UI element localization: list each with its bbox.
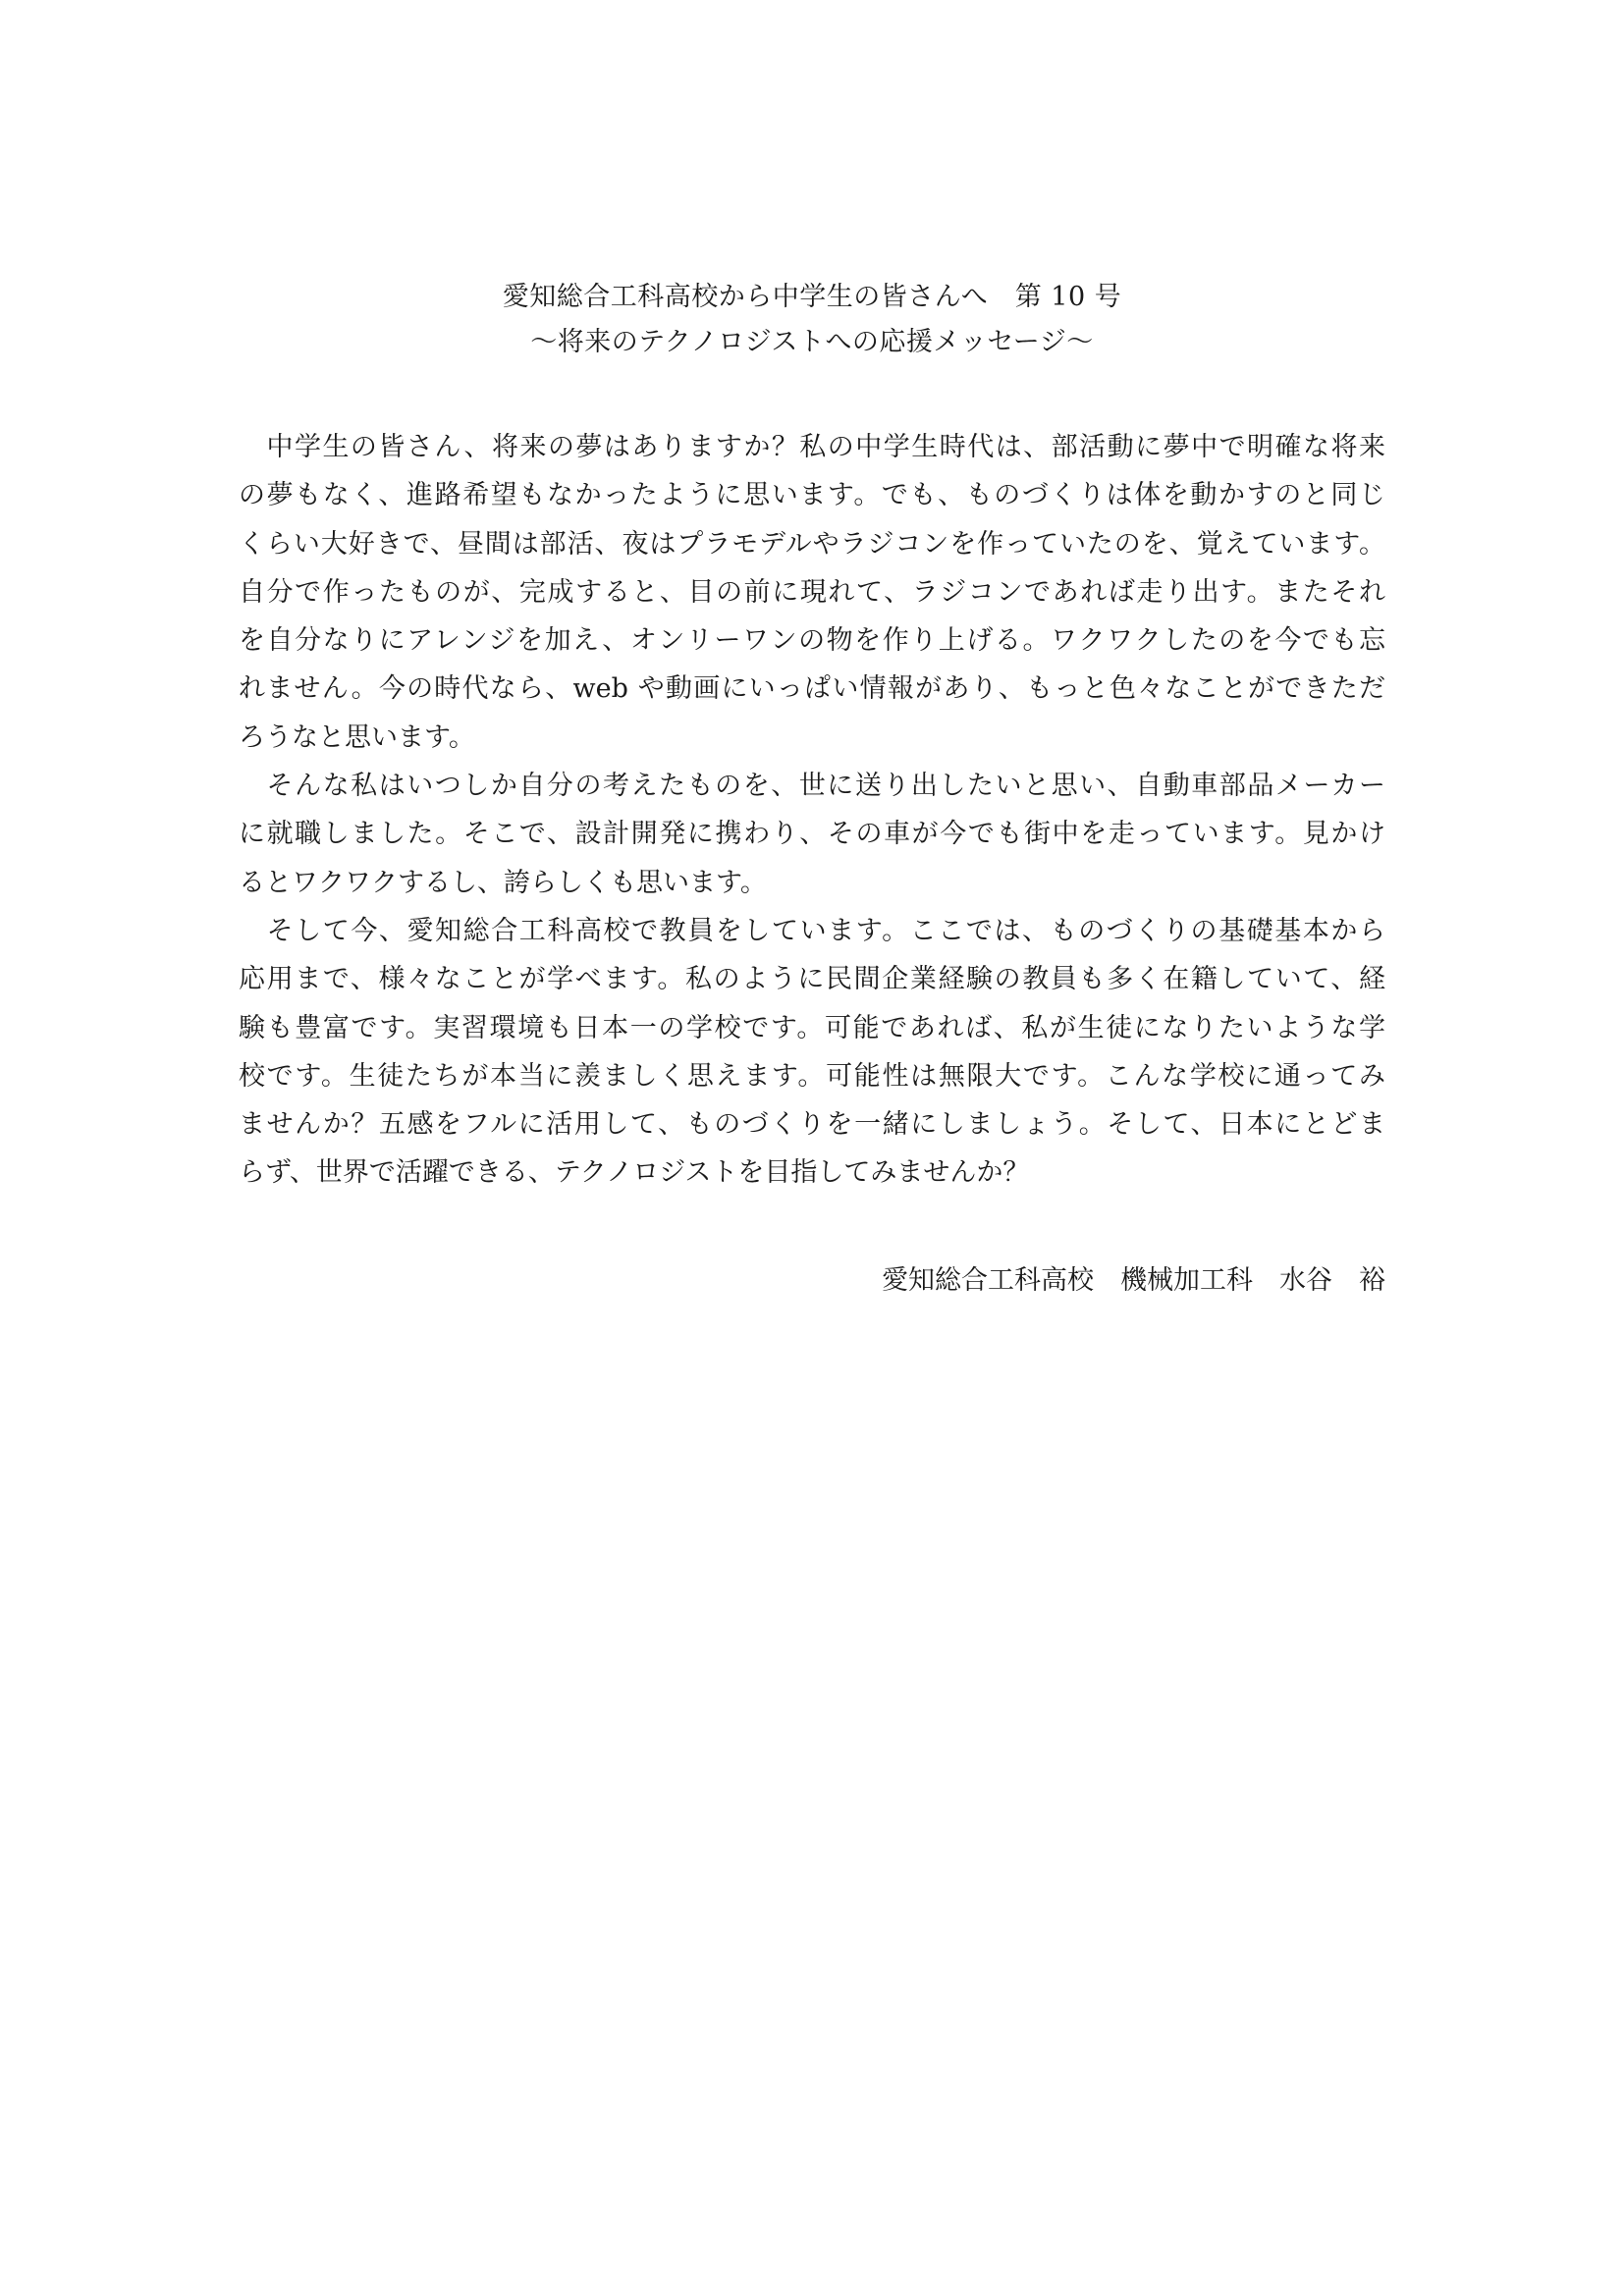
message-body [239, 423, 1385, 1198]
text-line: れません。今の時代なら、web や動画にいっぱい情報があり、もっと色々なことができただ [239, 673, 1385, 705]
author-signature: 愛知総合工科高校 機械加工科 水谷 裕 [882, 1265, 1385, 1296]
document-subtitle: ～将来のテクノロジストへの応援メッセージ～ [530, 327, 1094, 357]
text-line: ろうなと思います。 [239, 721, 475, 753]
text-line: 応用まで、様々なことが学べます。私のように民間企業経験の教員も多く在籍していて、経 [239, 964, 1385, 995]
text-line: 自分で作ったものが、完成すると、目の前に現れて、ラジコンであれば走り出す。またそれ [239, 576, 1385, 608]
document-header [239, 275, 1385, 365]
text-line: 中学生の皆さん、将来の夢はありますか？私の中学生時代は、部活動に夢中で明確な将来 [239, 432, 1385, 462]
text-line: に就職しました。そこで、設計開発に携わり、その車が今でも街中を走っています。見かけ [239, 819, 1385, 850]
document-title: 愛知総合工科高校から中学生の皆さんへ 第 10 号 [502, 282, 1122, 312]
text-line: を自分なりにアレンジを加え、オンリーワンの物を作り上げる。ワクワクしたのを今でも忘 [239, 625, 1385, 657]
text-line: らず、世界で活躍できる、テクノロジストを目指してみませんか？ [239, 1157, 1030, 1189]
text-line: そんな私はいつしか自分の考えたものを、世に送り出したいと思い、自動車部品メーカー [239, 771, 1385, 802]
text-line: るとワクワクするし、誇らしくも思います。 [239, 867, 767, 898]
text-line: の夢もなく、進路希望もなかったように思います。でも、ものづくりは体を動かすのと同じ [239, 480, 1385, 511]
text-line: そして今、愛知総合工科高校で教員をしています。ここでは、ものづくりの基礎基本から [239, 915, 1385, 946]
text-line: ませんか？五感をフルに活用して、ものづくりを一緒にしましょう。そして、日本にとどま [239, 1109, 1385, 1141]
text-line: 験も豊富です。実習環境も日本一の学校です。可能であれば、私が生徒になりたいような学 [239, 1012, 1385, 1043]
text-line: 校です。生徒たちが本当に羨ましく思えます。可能性は無限大です。こんな学校に通ってみ [239, 1060, 1385, 1092]
text-line: くらい大好きで、昼間は部活、夜はプラモデルやラジコンを作っていたのを、覚えています。 [239, 528, 1385, 560]
